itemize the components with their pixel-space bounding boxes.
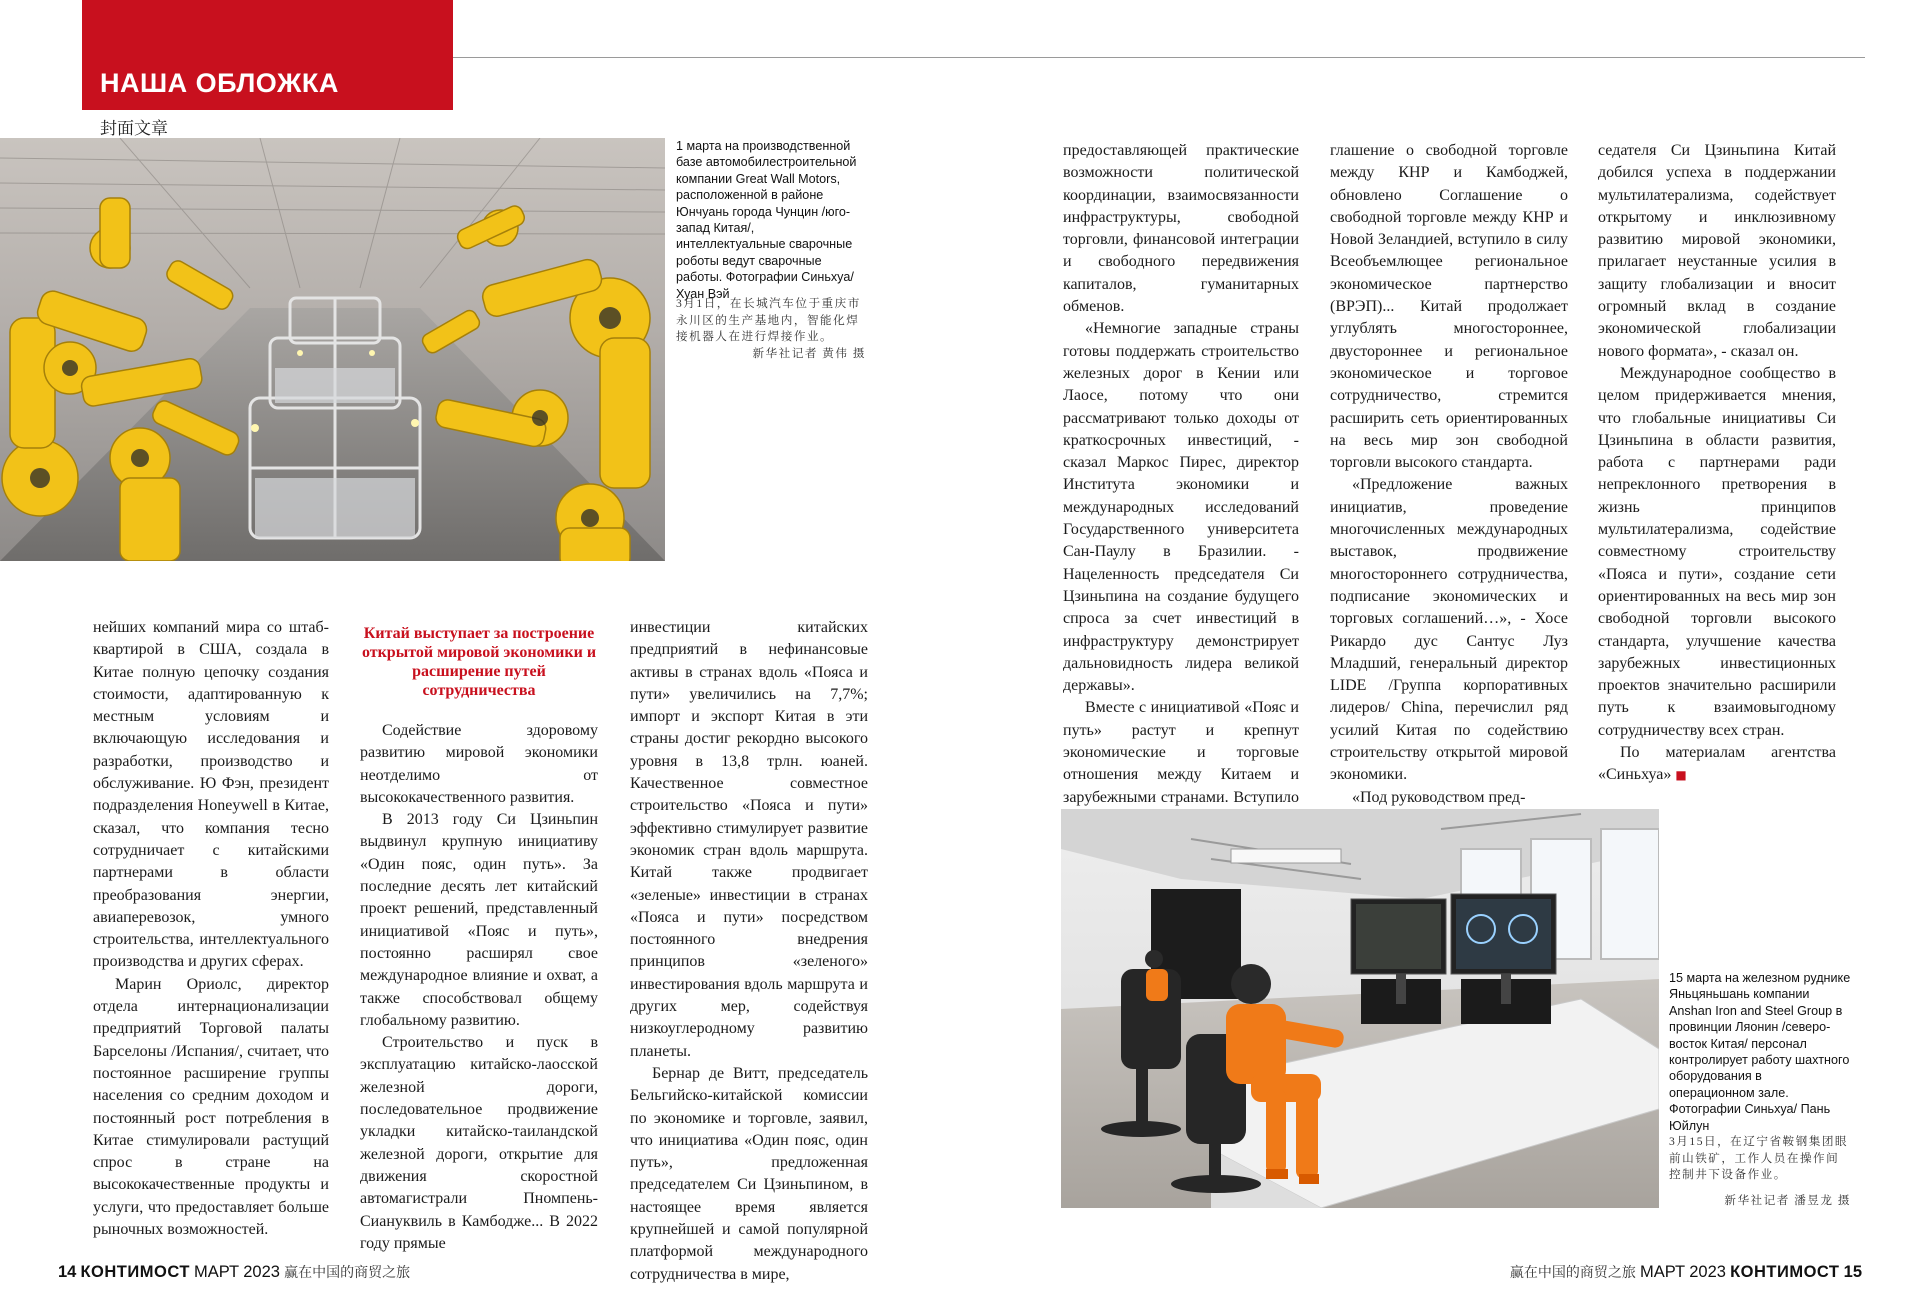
page-number-left: 14 (58, 1263, 77, 1281)
paragraph: В 2013 году Си Цзиньпин выдвинул крупную инициативу «Один пояс, один путь». За последние десять лет китайский проект решений, представленный инициативой «Пояс и путь», постоянно расширял свое международное влияние и охват, а также способствовал общему глобальному развитию. (360, 811, 598, 1029)
photo2-caption: 15 марта на железном руднике Яньцяньшань компании Anshan Iron and Steel Group в провинции Ляонин /северо-восток Китая/ персонал контролирует работу шахтного оборудования в операционном зале. Фотографии Синьхуа/ Пань Юйлун (1669, 971, 1851, 1133)
paragraph: «Немногие западные страны готовы поддержать строительство железных дорог в Кении или Лаосе, потому что они рассматривают только доходы от краткосрочных инвестиций, - сказал Маркос Пирес, директор Института экономики и международных исследований Государственного университета Сан-Паулу в Бразилии. - Нацеленность председателя Си Цзиньпина на создание будущего спроса за счет инвестиций в инфраструктуру демонстрирует дальновидность лидера великой державы». (1063, 320, 1299, 695)
article-column-1 (93, 617, 329, 1241)
paragraph: Содействие здоровому развитию мировой экономики неотделимо от высококачественного развития. (360, 722, 598, 806)
footer-left (58, 1262, 410, 1282)
paragraph: Международное сообщество в целом придерживается мнения, что глобальные инициативы Си Цзиньпина в области развития, работа с партнерами ради непреклонного претворения в жизнь принципов мультилатерализма, содействие совместному строительству «Пояса и пути», создание сети ориентированных на весь мир зон свободной торговли высокого стандарта, улучшение качества зарубежных инвестиционных проектов значительно расширили путь к взаимовыгодному сотрудничеству всех стран. (1598, 364, 1836, 739)
end-mark-icon: ■ (1675, 768, 1687, 783)
photo2-credit-cn: 新华社记者 潘昱龙 摄 (1724, 1194, 1851, 1207)
section-subtitle: 封面文章 (100, 119, 168, 138)
magazine-slogan-right: 赢在中国的商贸之旅 (1509, 1265, 1636, 1281)
footer-right (1510, 1262, 1862, 1282)
paragraph: нейших компаний мира со штаб-квартирой в США, создала в Китае полную цепочку создания стоимости, адаптированную к местным условиям и включающую исследования и разработки, производство и обслуживание. Ю Фэн, президент подразделения Honeywell в Китае, сказал, что компания тесно сотрудничает с китайскими партнерами в области преобразования энергии, авиаперевозок, умного строительства, интеллектуального производства и других сферах. (93, 619, 329, 971)
paragraph: «Предложение важных инициатив, проведение многочисленных международных выставок, продвижение многостороннего сотрудничества, подписание экономических и торговых соглашений…», - Хосе Рикардо дус Сантус Луз Младший, генеральный директор LIDE /Группа корпоративных лидеров/ China, перечислил ряд усилий Китая по содействию строительству открытой мировой экономики. (1330, 476, 1568, 784)
issue-year-right: 2023 (1689, 1263, 1726, 1281)
paragraph: Марин Ориолс, директор отдела интернационализации предприятий Торговой палаты Барселоны /Испания/, считает, что постоянное расширение группы населения со средним доходом и постоянный рост потребления в Китае стимулировали растущий спрос в стране на высококачественные продукты и услуги, что предоставляет больше рыночных возможностей. (93, 975, 329, 1239)
article-column-4 (1063, 140, 1299, 831)
page-number-right: 15 (1843, 1263, 1862, 1281)
issue-year-left: 2023 (243, 1263, 280, 1281)
paragraph: Вместе с инициативой «Пояс и путь» растут и крепнут экономические и торговые отношения между Китаем и зарубежными странами. Вступило (1063, 699, 1299, 806)
photo2-caption-cn: 3月15日，在辽宁省鞍钢集团眼前山铁矿，工作人员在操作间控制井下设备作业。 (1669, 1135, 1849, 1182)
photo1-credit-cn: 新华社记者 黄伟 摄 (752, 347, 866, 360)
issue-month-right: МАРТ (1640, 1263, 1686, 1281)
photo1-caption: 1 марта на производственной базе автомобилестроительной компании Great Wall Motors, расположенной в районе Юнчуань города Чунцин /юго-запад Китая/, интеллектуальные сварочные роботы ведут сварочные работы. Фотографии Синьхуа/ Хуан Вэй (676, 139, 857, 301)
article-column-6 (1598, 140, 1836, 787)
header-divider (453, 57, 1865, 58)
factory-robots-photo (0, 138, 665, 561)
article-column-5 (1330, 140, 1568, 809)
paragraph: Бернар де Витт, председатель Бельгийско-китайской комиссии по экономике и торговле, заявил, что инициатива «Один пояс, один путь», предложенная председателем Си Цзиньпином, в настоящее время является крупнейшей и самой популярной платформой международного сотрудничества в мире, (630, 1064, 868, 1283)
paragraph: седателя Си Цзиньпина Китай добился успеха в поддержании мультилатерализма, содействует открытому и инклюзивному развитию мировой экономики, прилагает неустанные усилия в защиту глобализации и вносит огромный вклад в создание экономической глобализации нового формата», - сказал он. (1598, 142, 1836, 360)
article-column-2 (360, 624, 598, 1255)
magazine-name-right: КОНТИМОСТ (1730, 1263, 1840, 1281)
paragraph: «Под руководством пред- (1352, 788, 1526, 806)
control-room-photo (1061, 809, 1659, 1208)
photo1-caption-cn: 3月1日，在长城汽车位于重庆市永川区的生产基地内，智能化焊接机器人在进行焊接作业。 (676, 297, 861, 344)
section-title: НАША ОБЛОЖКА (100, 68, 339, 98)
magazine-slogan-left: 赢在中国的商贸之旅 (284, 1265, 411, 1281)
paragraph: Строительство и пуск в эксплуатацию китайско-лаосской железной дороги, последовательное продвижение укладки китайско-таиландской железной дороги, открытие для движения скоростной автомагистрали Пномпень-Сиануквиль в Камбодже... В 2022 году прямые (360, 1034, 598, 1252)
section-subheading: Китай выступает за построение открытой мировой экономики и расширение путей сотрудничества (361, 625, 597, 699)
paragraph: предоставляющей практические возможности политической координации, взаимосвязанности инфраструктуры, свободной торговли, финансовой интеграции и свободного передвижения капиталов, гуманитарных обменов. (1063, 142, 1299, 316)
issue-month-left: МАРТ (194, 1263, 240, 1281)
paragraph: глашение о свободной торговле между КНР и Камбоджей, обновлено Соглашение о свободной торговле между КНР и Новой Зеландией, вступило в силу Всеобъемлющее региональное экономическое партнерство (ВРЭП)... Китай продолжает углублять многостороннее, двустороннее и региональное экономическое и торговое сотрудничество, стремится расширить сеть ориентированных на весь мир зон свободной торговли высокого стандарта. (1330, 142, 1568, 472)
source-credit: По материалам агентства «Синьхуа» (1598, 744, 1836, 784)
magazine-name-left: КОНТИМОСТ (80, 1263, 190, 1281)
article-column-3 (630, 617, 868, 1286)
paragraph (1598, 742, 1836, 787)
paragraph: инвестиции китайских предприятий в нефинансовые активы в странах вдоль «Пояса и пути» увеличились на 7,7%; импорт и экспорт Китая в эти страны достиг рекордно высокого уровня в 13,8 трлн. юаней. Качественное совместное строительство «Пояса и пути» эффективно стимулирует развитие экономик стран вдоль маршрута. Китай также продвигает «зеленые» инвестиции в странах «Пояса и пути» посредством постоянного внедрения принципов «зеленого» инвестирования вдоль маршрута и других мер, содействуя низкоуглеродному развитию планеты. (630, 619, 868, 1060)
